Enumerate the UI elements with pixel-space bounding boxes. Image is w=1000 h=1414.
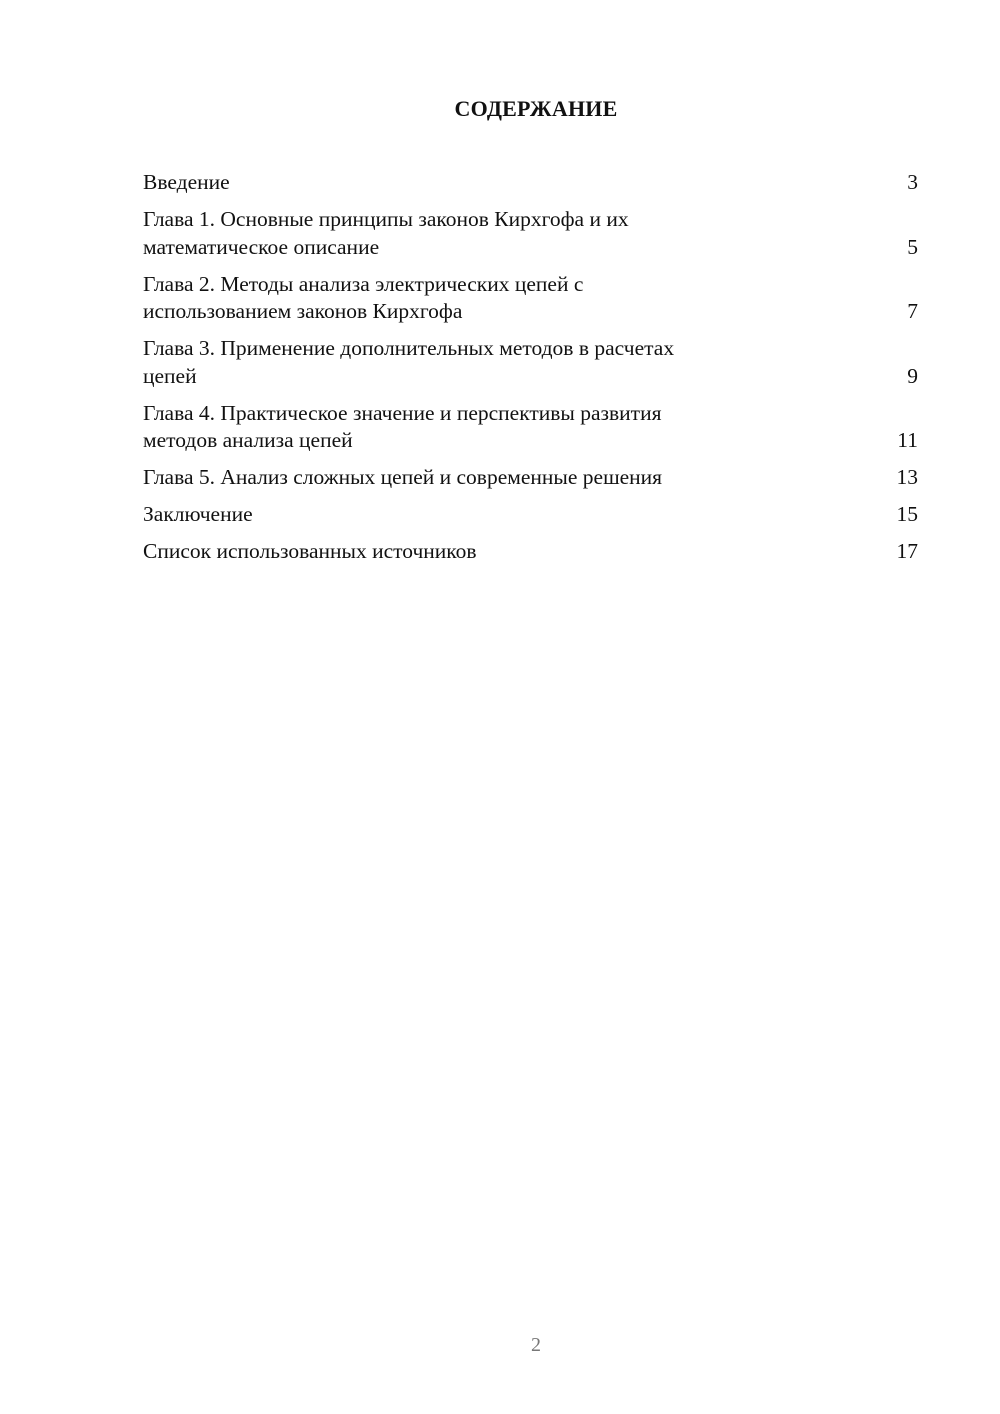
toc-entry-title: Глава 2. Методы анализа электрических цепей с использованием законов Кирхгофа [143, 271, 584, 323]
toc-entry-title: Глава 4. Практическое значение и перспективы развития методов анализа цепей [143, 400, 662, 452]
toc-entry-page: 7 [907, 299, 918, 323]
toc-entry [143, 335, 918, 390]
table-of-contents [143, 169, 918, 575]
toc-entry-title: Глава 1. Основные принципы законов Кирхгофа и их математическое описание [143, 207, 629, 259]
toc-title: СОДЕРЖАНИЕ [454, 96, 618, 121]
toc-entry [143, 169, 918, 197]
toc-entry-title: Глава 3. Применение дополнительных методов в расчетах цепей [143, 336, 675, 388]
toc-entry [143, 464, 918, 492]
toc-entry-title: Введение [143, 170, 230, 194]
toc-entry-page: 15 [896, 502, 918, 526]
toc-entry-title: Список использованных источников [143, 539, 477, 563]
toc-entry [143, 538, 918, 566]
toc-entry-page: 11 [897, 428, 918, 452]
toc-entry-page: 9 [907, 363, 918, 388]
toc-entry [143, 400, 918, 455]
toc-entry [143, 501, 918, 529]
page-number: 2 [531, 1334, 541, 1356]
toc-entry-page: 13 [896, 465, 918, 489]
toc-entry-page: 5 [907, 234, 918, 259]
toc-entry-page: 17 [896, 539, 918, 563]
toc-entry-page: 3 [907, 170, 918, 194]
toc-entry-title: Заключение [143, 502, 253, 526]
toc-entry-title: Глава 5. Анализ сложных цепей и современные решения [143, 465, 663, 489]
toc-entry [143, 271, 918, 326]
toc-entry [143, 206, 918, 261]
